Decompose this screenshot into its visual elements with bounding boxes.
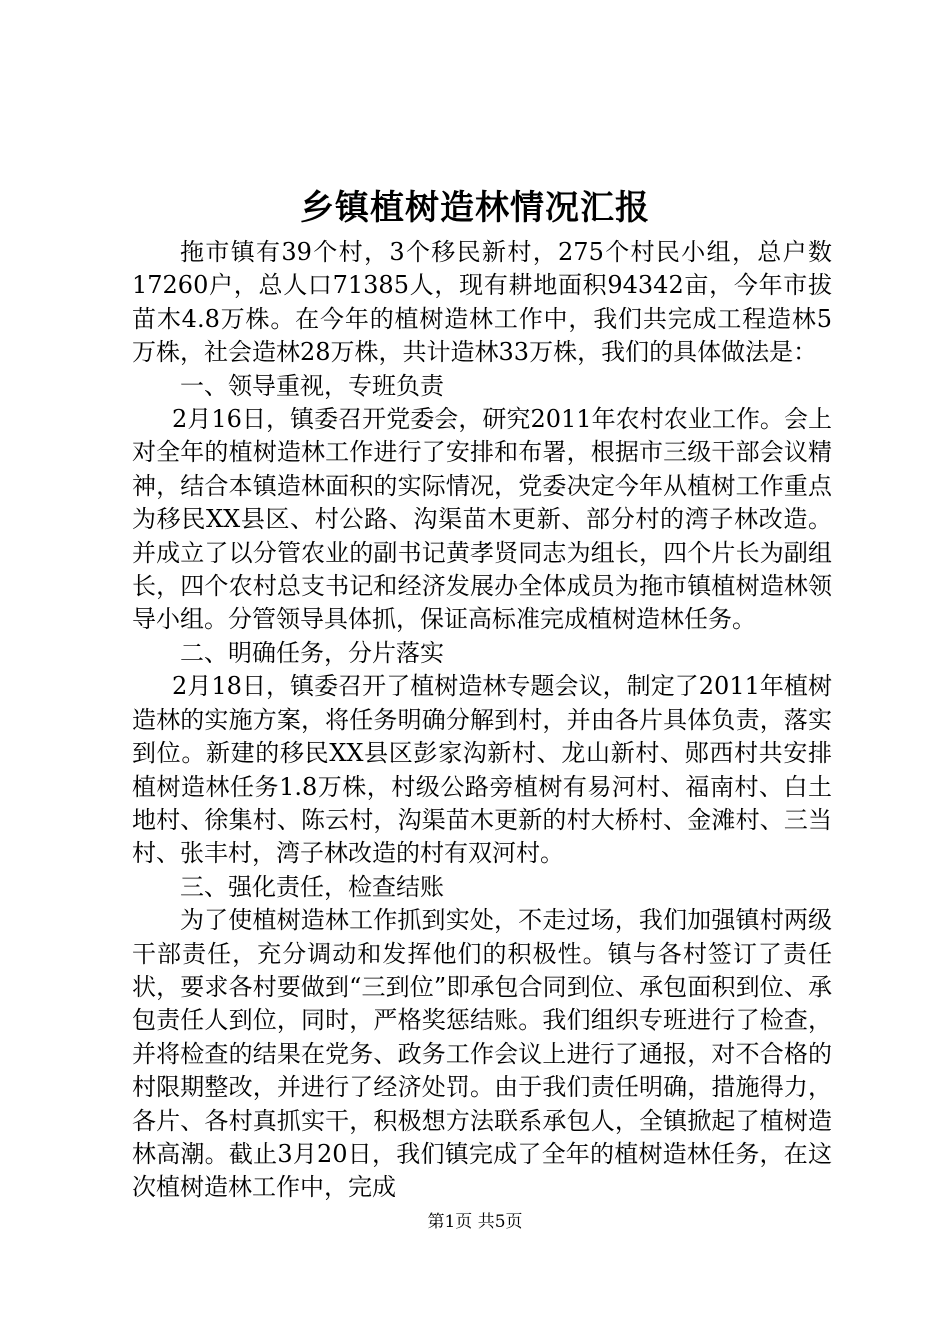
section-1-paragraph: 2月16日，镇委召开党委会，研究2011年农村农业工作。会上对全年的植树造林工作进行了安排和布署，根据市三级干部会议精神，结合本镇造林面积的实际情况，党委决定今年从植树工作重点为移民XX县区、村公路、沟渠苗木更新、部分村的湾子林改造。并成立了以分管农业的副书记黄孝贤同志为组长，四个片长为副组长，四个农村总支书记和经济发展办全体成员为拖市镇植树造林领导小组。分管领导具体抓，保证高标准完成植树造林任务。 <box>132 405 832 634</box>
section-heading-2: 二、明确任务，分片落实 <box>180 638 444 667</box>
section-2-paragraph: 2月18日，镇委召开了植树造林专题会议，制定了2011年植树造林的实施方案，将任务明确分解到村，并由各片具体负责，落实到位。新建的移民XX县区彭家沟新村、龙山新村、郧西村共安排植树造林任务1.8万株，村级公路旁植树有易河村、福南村、白土地村、徐集村、陈云村，沟渠苗木更新的村大桥村、金滩村、三当村、张丰村，湾子林改造的村有双河村。 <box>132 672 832 868</box>
document-body <box>132 236 832 1205</box>
intro-paragraph: 拖市镇有39个村，3个移民新村，275个村民小组，总户数17260户，总人口71385人，现有耕地面积94342亩，今年市拔苗木4.8万株。在今年的植树造林工作中，我们共完成工程造林5万株，社会造林28万株，共计造林33万株，我们的具体做法是： <box>132 238 832 367</box>
section-3-paragraph: 为了使植树造林工作抓到实处，不走过场，我们加强镇村两级干部责任，充分调动和发挥他们的积极性。镇与各村签订了责任状，要求各村要做到“三到位”即承包合同到位、承包面积到位、承包责任人到位，同时，严格奖惩结账。我们组织专班进行了检查，并将检查的结果在党务、政务工作会议上进行了通报，对不合格的村限期整改，并进行了经济处罚。由于我们责任明确，措施得力，各片、各村真抓实干，积极想方法联系承包人，全镇掀起了植树造林高潮。截止3月20日，我们镇完成了全年的植树造林任务，在这次植树造林工作中，完成 <box>132 906 832 1202</box>
section-heading-1: 一、领导重视，专班负责 <box>180 371 444 400</box>
page-footer: 第1页 共5页 <box>427 1212 523 1232</box>
document-title: 乡镇植树造林情况汇报 <box>300 188 650 228</box>
section-heading-3: 三、强化责任，检查结账 <box>180 872 444 901</box>
